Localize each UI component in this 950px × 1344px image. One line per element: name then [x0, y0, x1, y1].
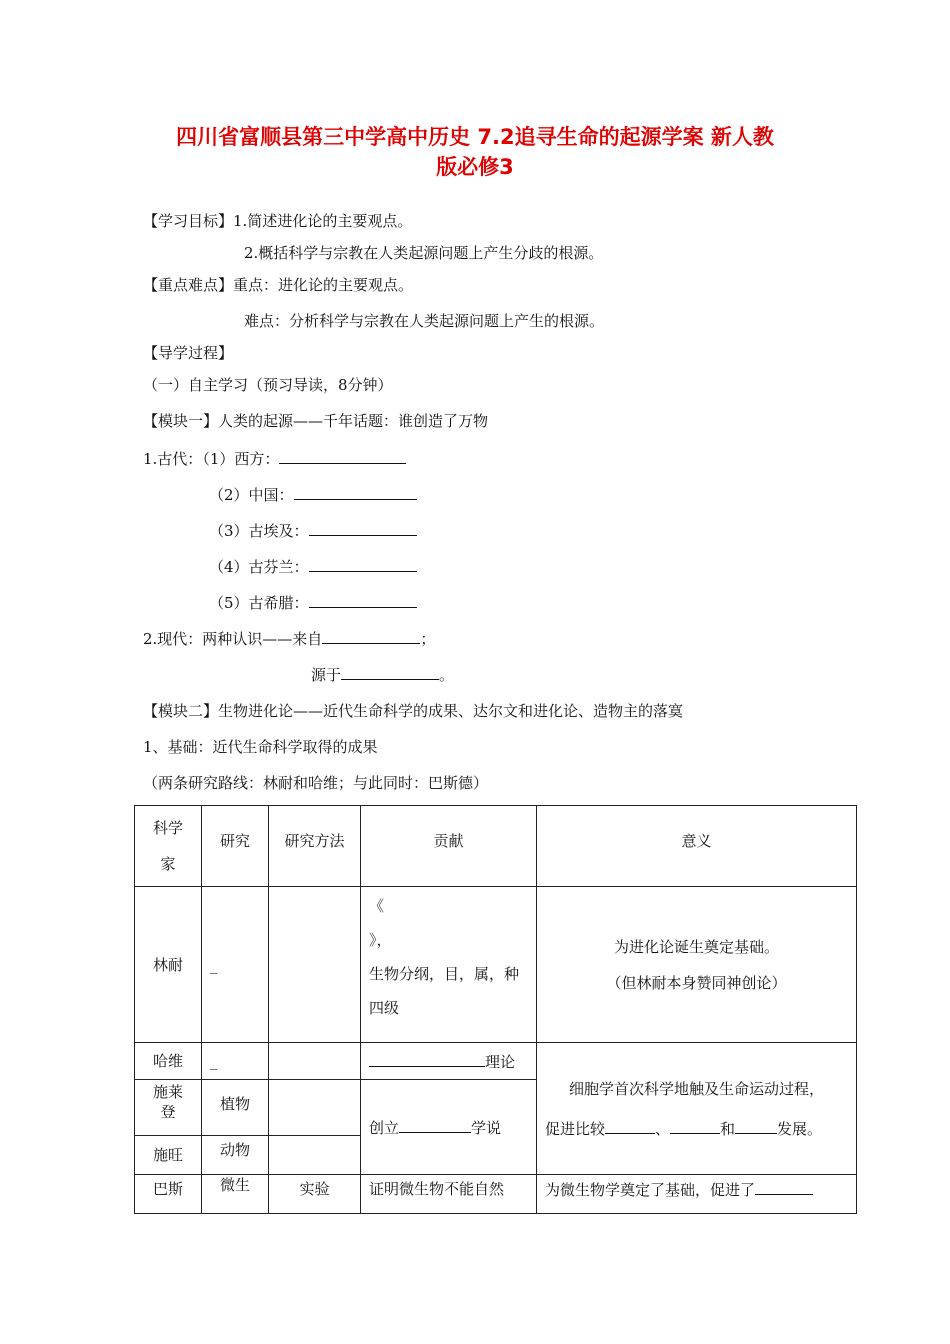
blank-egypt[interactable]	[309, 520, 417, 536]
basis-line: 1、基础：近代生命科学取得的成果	[143, 738, 378, 756]
self-study-line: （一）自主学习（预习导读，8分钟）	[143, 376, 393, 394]
header-scientist	[135, 806, 202, 887]
ancient-china-label: （2）中国：	[209, 486, 294, 504]
module2-header	[143, 701, 683, 721]
cell-sig-2d: 发展。	[777, 1119, 823, 1138]
blank-modern-from[interactable]	[322, 628, 420, 644]
cell-sig-1: 细胞学首次科学地触及生命运动过程，	[568, 1079, 824, 1098]
title-line-1: 四川省富顺县第三中学高中历史 7.2追寻生命的起源学案 新人教	[176, 125, 774, 149]
pasteur-sig-prefix: 为微生物学奠定了基础，促进了	[545, 1181, 756, 1199]
key-point: 重点：进化论的主要观点。	[233, 276, 414, 294]
harvey-research[interactable]: _	[202, 1043, 269, 1080]
modern-source-line	[311, 664, 454, 685]
blank-compare-1[interactable]	[605, 1118, 655, 1134]
linnaeus-contrib-2: 》，	[369, 931, 392, 949]
pasteur-contribution: 证明微生物不能自然	[361, 1175, 537, 1214]
blank-harvey-theory[interactable]	[369, 1051, 485, 1067]
header-scientist-a: 科学	[152, 819, 183, 837]
ancient-finland-label: （4）古芬兰：	[209, 558, 309, 576]
header-scientist-b: 家	[160, 855, 176, 873]
key-points-line	[143, 275, 413, 295]
header-method: 研究方法	[269, 806, 361, 887]
harvey-contrib-suffix: 理论	[485, 1052, 516, 1071]
blank-modern-source[interactable]	[341, 664, 439, 680]
cell-sig-2c: 和	[720, 1119, 736, 1138]
blank-greece[interactable]	[309, 592, 417, 608]
pasteur-research: 微生	[202, 1175, 269, 1214]
cell-contrib-prefix: 创立	[369, 1118, 400, 1137]
header-contribution: 贡献	[361, 806, 537, 887]
header-research: 研究	[202, 806, 269, 887]
harvey-contribution	[361, 1043, 537, 1080]
harvey-name: 哈维	[135, 1043, 202, 1080]
schleiden-research: 植物	[202, 1080, 269, 1136]
linnaeus-contribution	[361, 887, 537, 1043]
linnaeus-name: 林耐	[135, 887, 202, 1043]
module1-header	[143, 411, 488, 431]
table-row	[135, 887, 857, 1043]
linnaeus-sig-1: 为进化论诞生奠定基础。	[613, 937, 779, 956]
module1-text: 人类的起源——千年话题：谁创造了万物	[218, 412, 489, 430]
blank-compare-2[interactable]	[670, 1118, 720, 1134]
pasteur-significance	[537, 1175, 857, 1214]
harvey-method[interactable]	[269, 1043, 361, 1080]
module2-label: 【模块二】	[143, 702, 219, 720]
linnaeus-contrib-4: 四级	[369, 999, 400, 1017]
modern-label: 2.现代：两种认识——来自	[143, 630, 323, 648]
blank-west[interactable]	[279, 448, 406, 464]
cell-contrib-suffix: 学说	[471, 1118, 502, 1137]
scientist-table	[134, 805, 857, 1214]
blank-finland[interactable]	[309, 556, 417, 572]
key-points-label: 【重点难点】	[143, 276, 234, 294]
cell-sig-2b: 、	[655, 1119, 671, 1138]
title-line-2: 版必修3	[436, 155, 514, 179]
module1-label: 【模块一】	[143, 412, 219, 430]
ancient-egypt-label: （3）古埃及：	[209, 522, 309, 540]
blank-compare-3[interactable]	[735, 1118, 777, 1134]
schleiden-name-2: 登	[160, 1103, 176, 1121]
routes-line: （两条研究路线：林耐和哈维；与此同时：巴斯德）	[143, 774, 489, 792]
schwann-research: 动物	[202, 1136, 269, 1175]
document-title	[120, 122, 830, 182]
ancient-greece-label: （5）古希腊：	[209, 594, 309, 612]
objective-2: 2.概括科学与宗教在人类起源问题上产生分歧的根源。	[244, 244, 604, 262]
cell-sig-2	[545, 1109, 848, 1149]
schwann-method[interactable]	[269, 1136, 361, 1175]
blank-cell-theory[interactable]	[399, 1117, 471, 1133]
linnaeus-method[interactable]	[269, 887, 361, 1043]
blank-pasteur[interactable]	[755, 1179, 813, 1195]
modern-end-1: ；	[420, 630, 436, 648]
cell-theory-significance	[537, 1043, 857, 1175]
linnaeus-sig-2: （但林耐本身赞同神创论）	[606, 973, 787, 992]
blank-china[interactable]	[294, 484, 417, 500]
pasteur-method: 实验	[269, 1175, 361, 1214]
ancient-egypt-line	[209, 520, 417, 541]
ancient-china-line	[209, 484, 417, 505]
schleiden-method[interactable]	[269, 1080, 361, 1136]
linnaeus-research[interactable]: _	[202, 887, 269, 1043]
objectives-line-1	[143, 211, 412, 231]
table-header-row	[135, 806, 857, 887]
module2-text: 生物进化论——近代生命科学的成果、达尔文和进化论、造物主的落寞	[218, 702, 684, 720]
linnaeus-significance	[537, 887, 857, 1043]
table-row	[135, 1043, 857, 1080]
pasteur-name: 巴斯	[135, 1175, 202, 1214]
schleiden-name-1: 施莱	[152, 1083, 183, 1101]
cell-theory-contribution	[361, 1080, 537, 1175]
difficult-point: 难点：分析科学与宗教在人类起源问题上产生的根源。	[244, 312, 605, 330]
ancient-label: 1.古代：	[143, 450, 203, 468]
objective-1: 1.简述进化论的主要观点。	[233, 212, 413, 230]
ancient-west-line	[143, 448, 406, 469]
linnaeus-contrib-3: 生物分纲，目，属，种	[369, 965, 520, 983]
ancient-greece-line	[209, 592, 417, 613]
cell-sig-2a: 促进比较	[545, 1119, 606, 1138]
modern-end-2: 。	[439, 666, 455, 684]
process-label: 【导学过程】	[143, 344, 234, 362]
ancient-finland-line	[209, 556, 417, 577]
linnaeus-contrib-1: 《	[369, 897, 385, 915]
ancient-west-label: （1）西方：	[202, 450, 280, 468]
objectives-label: 【学习目标】	[143, 212, 234, 230]
table-row	[135, 1175, 857, 1214]
modern-source-label: 源于	[311, 666, 342, 684]
schleiden-name	[135, 1080, 202, 1136]
modern-line	[143, 628, 435, 649]
schwann-name: 施旺	[135, 1136, 202, 1175]
header-significance: 意义	[537, 806, 857, 887]
